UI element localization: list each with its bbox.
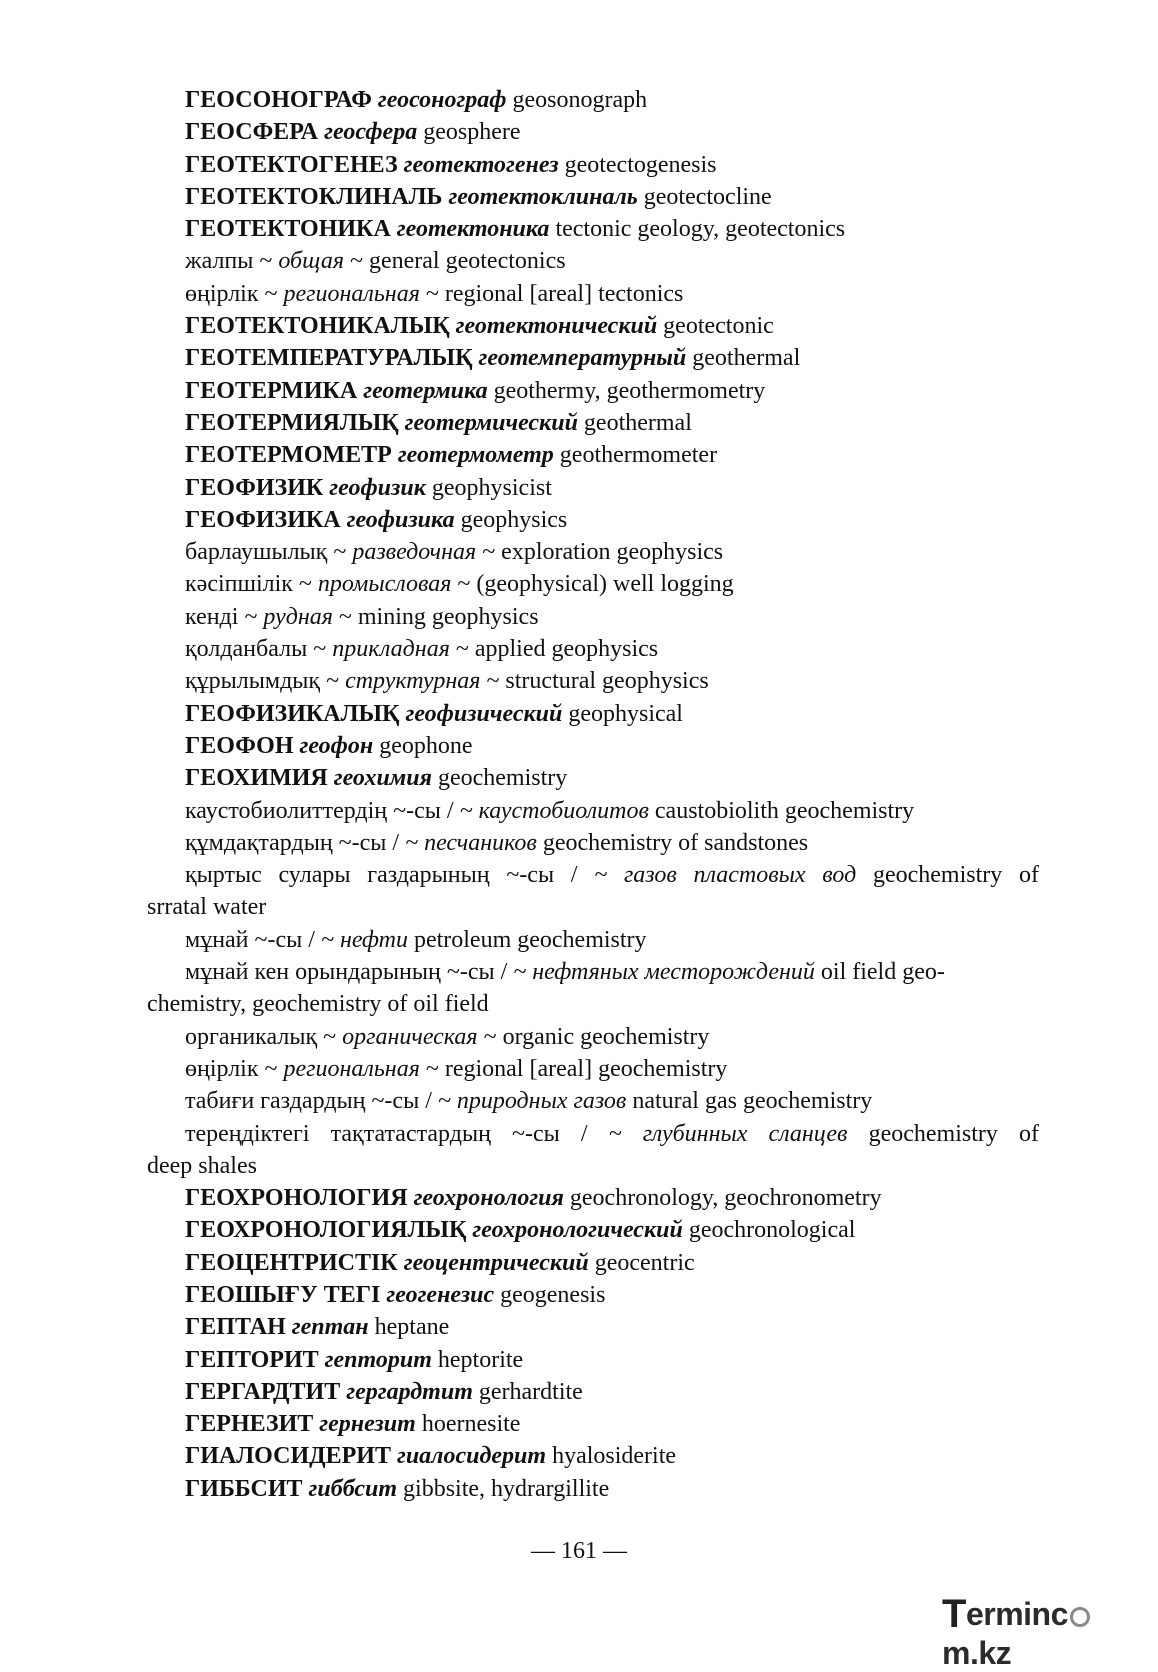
kazakh-subterm: өңірлік ~ xyxy=(185,1055,278,1082)
english-translation: petroleum geochemistry xyxy=(413,926,647,953)
russian-headword: геохронология xyxy=(413,1185,564,1212)
kazakh-subterm: қолданбалы ~ xyxy=(185,636,327,663)
russian-subterm: региональная xyxy=(283,1055,420,1082)
english-translation: gerhardtite xyxy=(478,1378,583,1405)
russian-headword: геоцентрический xyxy=(403,1249,589,1276)
russian-headword: геотектоклиналь xyxy=(448,183,638,210)
russian-headword: геохронологический xyxy=(472,1217,683,1244)
kazakh-headword: ГЕОФИЗИКАЛЫҚ xyxy=(185,700,400,727)
entry-headword-line xyxy=(147,407,1039,439)
russian-subterm: разведочная xyxy=(352,539,477,566)
entry-continuation-line xyxy=(147,988,1039,1020)
kazakh-subterm: органикалық ~ xyxy=(185,1023,337,1050)
english-translation: geogenesis xyxy=(500,1281,606,1308)
russian-subterm: общая xyxy=(278,248,344,275)
entry-headword-line xyxy=(147,472,1039,504)
entry-headword-line xyxy=(147,149,1039,181)
english-translation: ~ general geotectonics xyxy=(350,248,566,275)
english-translation: geotectocline xyxy=(643,183,772,210)
kazakh-headword: ГЕОТЕКТОКЛИНАЛЬ xyxy=(185,183,443,210)
kazakh-subterm: құрылымдық ~ xyxy=(185,668,340,695)
entry-headword-line xyxy=(147,504,1039,536)
english-translation: tectonic geology, geotectonics xyxy=(555,216,846,243)
english-translation: geochronological xyxy=(688,1217,856,1244)
russian-headword: геосфера xyxy=(324,119,418,146)
russian-subterm: рудная xyxy=(263,603,333,630)
english-translation: ~ exploration geophysics xyxy=(482,539,724,566)
english-translation: geosphere xyxy=(423,119,521,146)
kazakh-headword: ГЕОСОНОГРАФ xyxy=(185,87,372,113)
kazakh-subterm: табиғи газдардың ~-сы / xyxy=(185,1088,432,1115)
entry-headword-line xyxy=(147,762,1039,794)
entry-headword-line xyxy=(147,1408,1039,1440)
russian-subterm: ~ газов пластовых вод xyxy=(594,862,857,889)
entry-headword-line xyxy=(147,310,1039,342)
kazakh-headword: ГЕОШЫҒУ ТЕГІ xyxy=(185,1281,381,1308)
kazakh-headword: ГЕОФОН xyxy=(185,732,294,759)
kazakh-headword: ГИАЛОСИДЕРИТ xyxy=(185,1443,391,1470)
russian-headword: геотемпературный xyxy=(478,345,687,372)
entry-subterm-line xyxy=(147,859,1039,891)
english-translation: geotectonic xyxy=(663,313,774,340)
russian-subterm: ~ природных газов xyxy=(437,1088,627,1115)
english-translation: srratal water xyxy=(147,894,267,921)
entry-continuation-line xyxy=(147,891,1039,923)
entry-headword-line xyxy=(147,84,1039,116)
kazakh-subterm: кәсіпшілік ~ xyxy=(185,571,312,598)
russian-subterm: ~ нефти xyxy=(320,926,408,953)
entry-headword-line xyxy=(147,730,1039,762)
english-translation: geophysical xyxy=(568,700,683,727)
russian-headword: геофизический xyxy=(405,700,563,727)
english-translation: geophone xyxy=(379,732,473,759)
russian-subterm: прикладная xyxy=(332,636,450,663)
english-translation: geochemistry of sandstones xyxy=(542,829,809,856)
english-translation: geothermy, geothermometry xyxy=(493,377,766,404)
english-translation: ~ mining geophysics xyxy=(338,603,539,630)
russian-headword: геотермический xyxy=(404,409,578,436)
russian-headword: геогенезис xyxy=(386,1281,495,1308)
entry-subterm-line xyxy=(147,795,1039,827)
entry-headword-line xyxy=(147,439,1039,471)
watermark-text-middle: erminc xyxy=(965,1596,1068,1632)
english-translation: ~ organic geochemistry xyxy=(483,1023,710,1050)
entry-headword-line xyxy=(147,1473,1039,1505)
kazakh-headword: ГЕОСФЕРА xyxy=(185,119,319,146)
entry-subterm-line xyxy=(147,278,1039,310)
russian-headword: геофизика xyxy=(346,506,455,533)
english-translation: geothermal xyxy=(692,345,801,372)
entry-headword-line xyxy=(147,1376,1039,1408)
kazakh-subterm: жалпы ~ xyxy=(185,248,273,275)
kazakh-subterm: қыртыс сулары газдарының ~-сы / xyxy=(185,862,578,889)
kazakh-headword: ГЕОФИЗИК xyxy=(185,474,324,501)
english-translation: chemistry, geochemistry of oil field xyxy=(147,991,489,1018)
entry-continuation-line xyxy=(147,1150,1039,1182)
entry-headword-line xyxy=(147,1214,1039,1246)
page-number: — 161 — xyxy=(531,1538,627,1564)
kazakh-subterm: мұнай кен орындарының ~-сы / xyxy=(185,959,508,986)
kazakh-headword: ГЕРГАРДТИТ xyxy=(185,1378,341,1405)
english-translation: ~ regional [areal] geochemistry xyxy=(425,1055,728,1082)
english-translation: hoernesite xyxy=(421,1411,521,1438)
kazakh-headword: ГЕПТОРИТ xyxy=(185,1346,319,1373)
kazakh-headword: ГЕОТЕКТОНИКА xyxy=(185,216,391,243)
english-translation: hyalosiderite xyxy=(552,1443,677,1470)
russian-headword: геотектонический xyxy=(455,313,658,340)
english-translation: geosonograph xyxy=(512,87,648,113)
kazakh-subterm: өңірлік ~ xyxy=(185,280,278,307)
english-translation: heptane xyxy=(374,1314,450,1341)
entry-headword-line xyxy=(147,342,1039,374)
kazakh-headword: ГЕПТАН xyxy=(185,1314,286,1341)
kazakh-headword: ГЕОТЕРМИЯЛЫҚ xyxy=(185,409,399,436)
entry-subterm-line xyxy=(147,1021,1039,1053)
magnifier-o-icon xyxy=(1070,1607,1090,1627)
kazakh-headword: ГЕОХРОНОЛОГИЯ xyxy=(185,1185,408,1212)
entry-headword-line xyxy=(147,181,1039,213)
entry-subterm-line xyxy=(147,827,1039,859)
entry-headword-line xyxy=(147,213,1039,245)
entry-subterm-line xyxy=(147,1053,1039,1085)
english-translation: caustobiolith geochemistry xyxy=(654,797,915,824)
english-translation: geophysicist xyxy=(431,474,552,501)
kazakh-subterm: кенді ~ xyxy=(185,603,258,630)
russian-headword: геотермометр xyxy=(397,442,554,469)
kazakh-subterm: тереңдіктегі тақтатастардың ~-сы / xyxy=(185,1120,588,1147)
english-translation: heptorite xyxy=(437,1346,524,1373)
kazakh-headword: ГЕОТЕМПЕРАТУРАЛЫҚ xyxy=(185,345,473,372)
russian-subterm: ~ глубинных сланцев xyxy=(608,1120,848,1147)
russian-headword: гептан xyxy=(291,1314,369,1341)
russian-headword: гиббсит xyxy=(308,1475,398,1502)
kazakh-headword: ГЕОФИЗИКА xyxy=(185,506,341,533)
kazakh-headword: ГИББСИТ xyxy=(185,1475,303,1502)
entry-headword-line xyxy=(147,698,1039,730)
watermark-text-suffix: m.kz xyxy=(942,1635,1012,1671)
russian-headword: геотектогенез xyxy=(403,151,559,178)
entry-subterm-line xyxy=(147,1118,1039,1150)
english-translation: geochemistry of xyxy=(868,1120,1039,1147)
english-translation: geochemistry of xyxy=(872,862,1039,889)
kazakh-headword: ГЕОХИМИЯ xyxy=(185,765,328,792)
entry-subterm-line xyxy=(147,245,1039,277)
russian-headword: геосонограф xyxy=(377,87,507,113)
kazakh-headword: ГЕОТЕРМИКА xyxy=(185,377,358,404)
russian-subterm: ~ нефтяных месторождений xyxy=(513,959,815,986)
russian-subterm: органическая xyxy=(342,1023,478,1050)
entry-headword-line xyxy=(147,1279,1039,1311)
russian-subterm: структурная xyxy=(345,668,481,695)
entry-subterm-line xyxy=(147,568,1039,600)
russian-subterm: промысловая xyxy=(317,571,452,598)
english-translation: geochemistry xyxy=(437,765,568,792)
russian-headword: гернезит xyxy=(319,1411,416,1438)
russian-headword: гиалосидерит xyxy=(396,1443,547,1470)
russian-subterm: региональная xyxy=(283,280,420,307)
english-translation: ~ (geophysical) well logging xyxy=(457,571,734,598)
russian-headword: геотермика xyxy=(363,377,488,404)
russian-headword: геофизик xyxy=(329,474,426,501)
english-translation: gibbsite, hydrargillite xyxy=(403,1475,610,1502)
entry-subterm-line xyxy=(147,924,1039,956)
entry-headword-line xyxy=(147,1440,1039,1472)
russian-headword: гергардтит xyxy=(346,1378,473,1405)
kazakh-headword: ГЕОХРОНОЛОГИЯЛЫҚ xyxy=(185,1217,467,1244)
kazakh-headword: ГЕОТЕКТОГЕНЕЗ xyxy=(185,151,398,178)
russian-headword: геохимия xyxy=(333,765,432,792)
english-translation: ~ applied geophysics xyxy=(455,636,659,663)
english-translation: deep shales xyxy=(147,1152,257,1179)
entry-headword-line xyxy=(147,1311,1039,1343)
site-watermark-logo xyxy=(942,1590,1142,1671)
kazakh-subterm: мұнай ~-сы / xyxy=(185,926,315,953)
entry-headword-line xyxy=(147,375,1039,407)
watermark-t-letter: T xyxy=(942,1592,966,1636)
entry-subterm-line xyxy=(147,536,1039,568)
english-translation: geothermal xyxy=(583,409,692,436)
russian-headword: гепторит xyxy=(324,1346,432,1373)
russian-headword: геотектоника xyxy=(396,216,550,243)
entry-headword-line xyxy=(147,1344,1039,1376)
russian-subterm: ~ песчаников xyxy=(405,829,537,856)
kazakh-subterm: каустобиолиттердің ~-сы / xyxy=(185,797,454,824)
entry-headword-line xyxy=(147,116,1039,148)
entry-subterm-line xyxy=(147,665,1039,697)
entry-subterm-line xyxy=(147,601,1039,633)
entry-headword-line xyxy=(147,1182,1039,1214)
english-translation: natural gas geochemistry xyxy=(632,1088,873,1115)
entry-subterm-line xyxy=(147,1085,1039,1117)
english-translation: geotectogenesis xyxy=(564,151,717,178)
kazakh-headword: ГЕОТЕКТОНИКАЛЫҚ xyxy=(185,313,450,340)
english-translation: oil field geo- xyxy=(820,959,945,986)
english-translation: geocentric xyxy=(594,1249,695,1276)
kazakh-headword: ГЕОЦЕНТРИСТІК xyxy=(185,1249,398,1276)
entry-subterm-line xyxy=(147,633,1039,665)
kazakh-subterm: құмдақтардың ~-сы / xyxy=(185,829,400,856)
entry-headword-line xyxy=(147,1247,1039,1279)
english-translation: ~ structural geophysics xyxy=(486,668,709,695)
entry-subterm-line xyxy=(147,956,1039,988)
russian-subterm: ~ каустобиолитов xyxy=(459,797,649,824)
russian-headword: геофон xyxy=(299,732,374,759)
kazakh-headword: ГЕОТЕРМОМЕТР xyxy=(185,442,392,469)
kazakh-subterm: барлаушылық ~ xyxy=(185,539,347,566)
english-translation: geothermometer xyxy=(559,442,718,469)
english-translation: geochronology, geochronometry xyxy=(569,1185,882,1212)
dictionary-entries xyxy=(147,84,1039,1505)
kazakh-headword: ГЕРНЕЗИТ xyxy=(185,1411,314,1438)
english-translation: geophysics xyxy=(460,506,568,533)
english-translation: ~ regional [areal] tectonics xyxy=(425,280,684,307)
